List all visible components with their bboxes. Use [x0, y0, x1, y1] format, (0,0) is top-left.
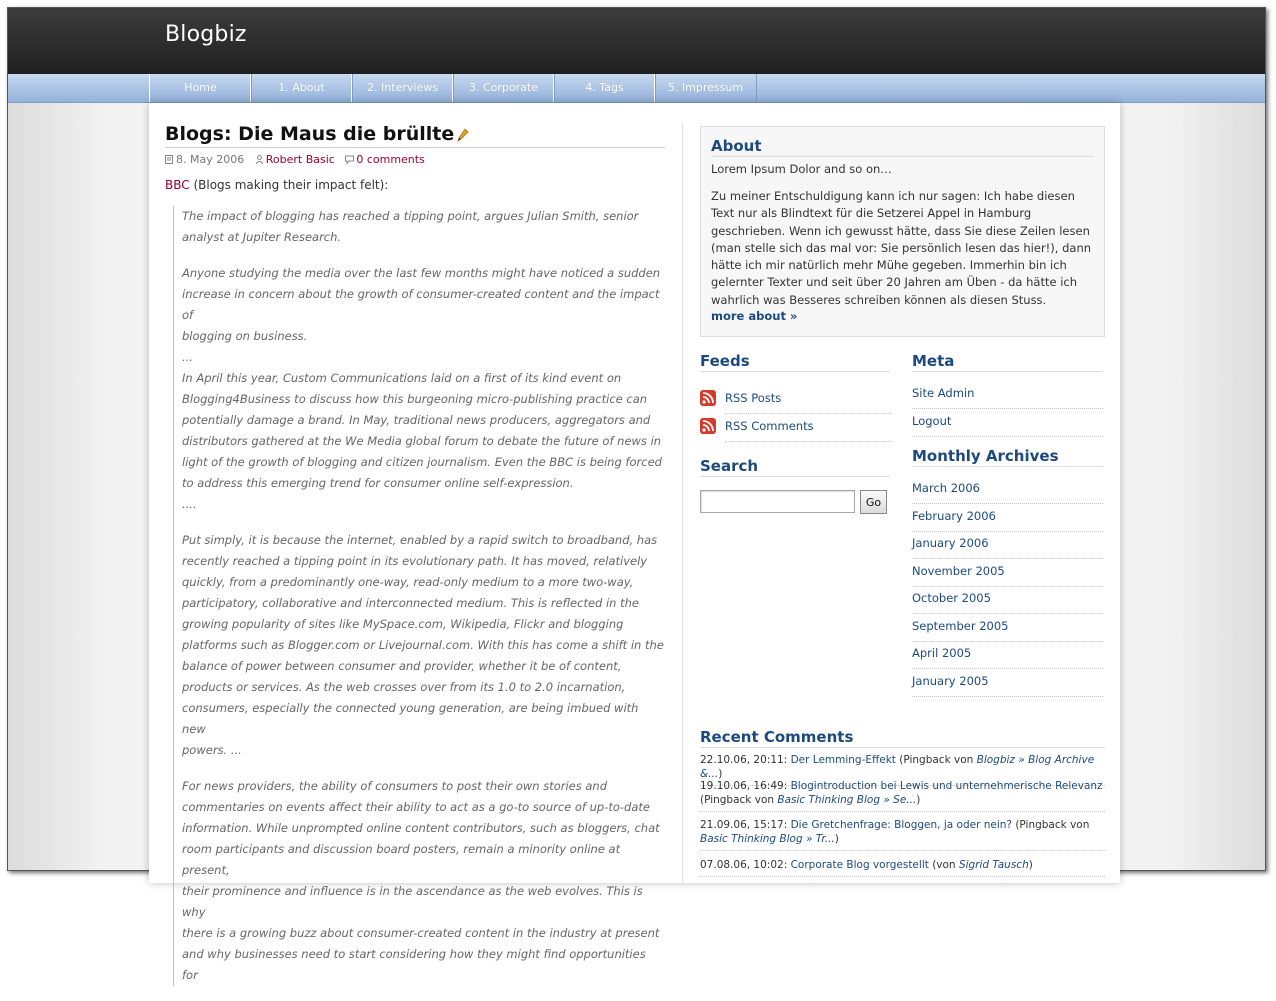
intro-text: (Blogs making their impact felt):: [189, 178, 389, 192]
post-meta: [165, 153, 665, 166]
archive-link-january-2005[interactable]: January 2005: [912, 674, 1103, 697]
recent-comment-item: [700, 858, 1105, 877]
archives-heading: Monthly Archives: [912, 447, 1103, 467]
search-go-button[interactable]: Go: [860, 490, 887, 514]
post-intro: [165, 178, 665, 192]
rss-comments-link[interactable]: RSS Comments: [725, 419, 891, 442]
archive-link-april-2005[interactable]: April 2005: [912, 646, 1103, 669]
more-about-link[interactable]: more about »: [711, 309, 798, 323]
comment-time: 21.09.06, 15:17:: [700, 819, 791, 831]
nav-corporate-blogs[interactable]: 3. Corporate: [452, 74, 555, 102]
post: [165, 123, 665, 1001]
site-admin-link[interactable]: Site Admin: [912, 386, 1103, 409]
post-title[interactable]: Blogs: Die Maus die brüllte: [165, 123, 455, 145]
site-title[interactable]: Blogbiz: [165, 22, 247, 47]
comment-pre: (Pingback von: [1012, 819, 1090, 831]
comment-pre: (Pingback von: [895, 754, 977, 766]
about-box: [700, 126, 1105, 337]
about-text: Zu meiner Entschuldigung kann ich nur sagen: Ich habe diesen Text nur als Blindtext für die Setzerei Appel in Hamburg geschrieben. Wenn ich gewusst hätte, dass Sie diese Zeilen lesen (man stelle sich das mal vor: Sie persönlich lesen das hier!), dann hätte ich mir natürlich mehr Mühe gegeben. Immerhin bin ich gelernter Texter und seit über 20 Jahren am Üben - da hätte ich wahrlich was Besseres schreiben können als diesen Stuss.: [711, 189, 1092, 307]
archive-link-january-2006[interactable]: January 2006: [912, 536, 1103, 559]
comment-post: ): [916, 794, 921, 806]
archive-link-march-2006[interactable]: March 2006: [912, 481, 1103, 504]
pencil-icon[interactable]: [458, 124, 468, 136]
quote-paragraph: Put simply, it is because the internet, enabled by a rapid switch to broadband, has recently reached a tipping point in its evolutionary path. It has moved, relatively quickly, from a predominantly one-way, read-only medium to a more two-way, participatory, collaborative and interconnected medium. This is reflected in the growing popularity of sites like MySpace.com, Wikipedia, Flickr and blogging platforms such as Blogger.com or Livejournal.com. With this has come a shift in the balance of power between consumer and provider, whether it be of content, products or services. As the web crosses over from its 1.0 to 2.0 incarnation, consumers, especially the connected young generation, are being imbued with new powers. ...: [182, 533, 664, 757]
comment-pre: (von: [928, 859, 959, 871]
bbc-link[interactable]: BBC: [165, 178, 190, 192]
nav-impressum[interactable]: 5. Impressum: [654, 74, 757, 102]
archive-link-september-2005[interactable]: September 2005: [912, 619, 1103, 642]
site-header: [8, 8, 1265, 74]
comment-link[interactable]: Die Gretchenfrage: Bloggen, ja oder nein?: [790, 819, 1012, 831]
comment-link[interactable]: Corporate Blog vorgestellt: [790, 859, 929, 871]
about-heading: About: [711, 137, 1094, 157]
nav-tags[interactable]: 4. Tags: [553, 74, 656, 102]
date-icon: [165, 154, 174, 163]
comment-time: 22.10.06, 20:11:: [700, 754, 791, 766]
post-author-link[interactable]: Robert Basic: [265, 153, 335, 166]
archive-link-november-2005[interactable]: November 2005: [912, 564, 1103, 587]
recent-comment-item: [700, 779, 1105, 812]
quote-paragraph: The impact of blogging has reached a tipping point, argues Julian Smith, senior analyst at Jupiter Research.: [182, 209, 639, 244]
nav-interviews[interactable]: 2. Interviews: [351, 74, 454, 102]
comment-time: 19.10.06, 16:49:: [700, 780, 791, 792]
feeds-heading: Feeds: [700, 352, 890, 372]
comment-link[interactable]: Der Lemming-Effekt: [790, 754, 896, 766]
column-divider: [682, 123, 683, 883]
rss-icon[interactable]: [700, 390, 716, 406]
author-icon: [255, 154, 264, 163]
search-heading: Search: [700, 457, 890, 477]
post-comments-link[interactable]: 0 comments: [356, 153, 425, 166]
comment-time: 07.08.06, 10:02:: [700, 859, 791, 871]
comment-icon: [345, 154, 354, 163]
recent-comment-item: [700, 818, 1105, 851]
nav-home[interactable]: Home: [149, 74, 252, 102]
nav-about[interactable]: 1. About: [250, 74, 353, 102]
comment-post: ): [1028, 859, 1033, 871]
rss-icon[interactable]: [700, 418, 716, 434]
comment-pre: (Pingback von: [700, 794, 778, 806]
recent-comments-heading: Recent Comments: [700, 728, 1105, 748]
quote-paragraph: For news providers, the ability of consumers to post their own stories and commentaries on events affect their ability to act as a go-to source of up-to-date information. While unprompted online content contributors, such as bloggers, chat room participants and discussion board posters, remain a minority online at present, their prominence and influence is in the ascendance as the web evolves. This is why there is a growing buzz about consumer-created content in the industry at present and why businesses need to start considering how they might find opportunities for: [182, 779, 660, 982]
comment-source[interactable]: Basic Thinking Blog » Tr...: [700, 833, 835, 845]
comment-link[interactable]: Blogintroduction bei Lewis und unternehmerische Relevanz: [790, 780, 1103, 792]
browser-viewport: [7, 7, 1266, 982]
rss-posts-link[interactable]: RSS Posts: [725, 391, 891, 414]
meta-heading: Meta: [912, 352, 1103, 372]
main-nav: [8, 74, 1265, 103]
archive-link-february-2006[interactable]: February 2006: [912, 509, 1103, 532]
post-date: 8. May 2006: [176, 153, 245, 166]
quote-paragraph: Anyone studying the media over the last few months might have noticed a sudden increase in concern about the growth of consumer-created content and the impact of blogging on business. ... In April this year, Custom Communications laid on a first of its kind event on Blogging4Business to discuss how this burgeoning micro-publishing practice can potentially damage a brand. In May, traditional news producers, aggregators and distributors gathered at the We Media global forum to debate the future of news in light of the growth of blogging and citizen journalism. Even the BBC is being forced to address this emerging trend for consumer online self-expression. ....: [182, 266, 662, 511]
post-title-row: [165, 123, 665, 148]
page-container: [149, 103, 1120, 982]
comment-post: ): [834, 833, 839, 845]
logout-link[interactable]: Logout: [912, 414, 1103, 437]
post-blockquote: [173, 206, 665, 986]
comment-post: ): [718, 768, 723, 780]
comment-source[interactable]: Blogbiz » Blog Archive &...: [700, 754, 1095, 780]
comment-source[interactable]: Sigrid Tausch: [958, 859, 1029, 871]
search-input[interactable]: [700, 490, 855, 513]
about-lead: Lorem Ipsum Dolor and so on…: [711, 162, 892, 176]
archive-link-october-2005[interactable]: October 2005: [912, 591, 1103, 614]
comment-source[interactable]: Basic Thinking Blog » Se...: [777, 794, 917, 806]
